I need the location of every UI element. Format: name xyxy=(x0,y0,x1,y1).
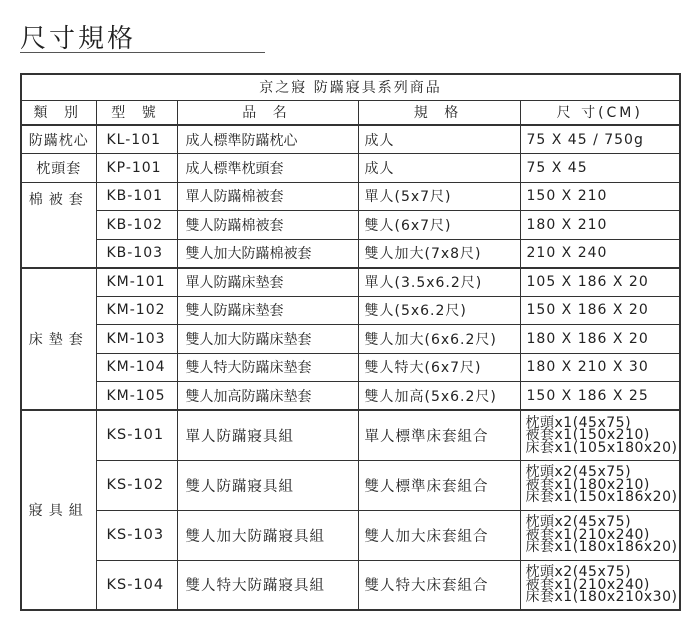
set-contents-cell xyxy=(520,510,680,560)
name-cell: 單人防蹣床墊套 xyxy=(177,268,358,297)
spec-cell: 雙人標準床套組合 xyxy=(358,460,520,510)
spec-cell: 單人(5x7尺) xyxy=(358,182,520,211)
table-row xyxy=(21,382,680,411)
table-caption-row xyxy=(21,74,680,100)
model-cell: KS-103 xyxy=(96,510,177,560)
category-cell: 寢具組 xyxy=(21,410,96,610)
table-row xyxy=(21,268,680,297)
set-line: 枕頭x2(45x75) xyxy=(525,464,632,481)
model-cell: KM-104 xyxy=(96,353,177,382)
spec-cell: 雙人加大(6x6.2尺) xyxy=(358,325,520,354)
header-spec: 規 格 xyxy=(358,100,520,125)
page-title: 尺寸規格 xyxy=(20,24,137,54)
name-cell: 雙人加高防蹣床墊套 xyxy=(177,382,358,411)
name-cell: 雙人加大防蹣寢具組 xyxy=(177,510,358,560)
table-row xyxy=(21,353,680,382)
set-line: 床套x1(180x210x30) xyxy=(525,589,678,605)
model-cell: KB-103 xyxy=(96,239,177,268)
name-cell: 雙人加大防蹣床墊套 xyxy=(177,325,358,354)
category-cell: 床墊套 xyxy=(21,268,96,411)
spec-table xyxy=(20,73,681,611)
size-cell: 75 X 45 xyxy=(520,154,680,183)
size-cell: 75 X 45 / 750g xyxy=(520,125,680,154)
table-caption: 京之寢 防蹣寢具系列商品 xyxy=(21,74,680,100)
spec-cell: 雙人加大床套組合 xyxy=(358,510,520,560)
title-underline xyxy=(20,52,265,53)
size-cell: 105 X 186 X 20 xyxy=(520,268,680,297)
set-line: 床套x1(105x180x20) xyxy=(525,439,678,456)
category-cell: 枕頭套 xyxy=(21,154,96,183)
model-cell: KM-102 xyxy=(96,296,177,325)
header-category: 類 別 xyxy=(21,100,96,125)
name-cell: 雙人防蹣寢具組 xyxy=(177,460,358,510)
name-cell: 雙人特大防蹣床墊套 xyxy=(177,353,358,382)
model-cell: KS-104 xyxy=(96,560,177,610)
table-row xyxy=(21,239,680,268)
model-cell: KM-103 xyxy=(96,325,177,354)
model-cell: KS-102 xyxy=(96,460,177,510)
name-cell: 單人防蹣寢具組 xyxy=(177,410,358,460)
spec-cell: 雙人特大(6x7尺) xyxy=(358,353,520,382)
name-cell: 雙人防蹣床墊套 xyxy=(177,296,358,325)
table-row xyxy=(21,460,680,510)
table-row xyxy=(21,211,680,240)
name-cell: 雙人防蹣棉被套 xyxy=(177,211,358,240)
spec-cell: 雙人(6x7尺) xyxy=(358,211,520,240)
set-line: 被套x1(150x210) xyxy=(525,427,650,443)
set-line: 床套x1(180x186x20) xyxy=(525,539,678,556)
set-line: 枕頭x2(45x75) xyxy=(525,564,632,580)
table-row xyxy=(21,410,680,460)
size-cell: 180 X 210 X 30 xyxy=(520,353,680,382)
model-cell: KB-102 xyxy=(96,211,177,240)
spec-cell: 成人 xyxy=(358,125,520,154)
category-cell: 棉被套 xyxy=(21,182,96,268)
table-header-row xyxy=(21,100,680,125)
table-row xyxy=(21,182,680,211)
model-cell: KB-101 xyxy=(96,182,177,211)
set-contents-cell xyxy=(520,410,680,460)
set-line: 床套x1(150x186x20) xyxy=(525,489,678,506)
set-contents-cell xyxy=(520,560,680,610)
set-contents-cell xyxy=(520,460,680,510)
header-model: 型 號 xyxy=(96,100,177,125)
name-cell: 成人標準防蹣枕心 xyxy=(177,125,358,154)
size-cell: 210 X 240 xyxy=(520,239,680,268)
set-line: 枕頭x1(45x75) xyxy=(525,414,632,431)
spec-cell: 雙人特大床套組合 xyxy=(358,560,520,610)
category-cell: 防蹣枕心 xyxy=(21,125,96,154)
size-cell: 180 X 186 X 20 xyxy=(520,325,680,354)
model-cell: KM-101 xyxy=(96,268,177,297)
set-line: 被套x1(180x210) xyxy=(525,476,650,493)
name-cell: 單人防蹣棉被套 xyxy=(177,182,358,211)
model-cell: KM-105 xyxy=(96,382,177,411)
header-size: 尺 寸(CM) xyxy=(520,100,680,125)
set-line: 被套x1(210x240) xyxy=(525,526,650,543)
table-row xyxy=(21,325,680,354)
model-cell: KS-101 xyxy=(96,410,177,460)
spec-cell: 單人(3.5x6.2尺) xyxy=(358,268,520,297)
size-cell: 150 X 186 X 20 xyxy=(520,296,680,325)
name-cell: 成人標準枕頭套 xyxy=(177,154,358,183)
size-cell: 150 X 186 X 25 xyxy=(520,382,680,411)
table-row xyxy=(21,296,680,325)
set-line: 枕頭x2(45x75) xyxy=(525,514,632,531)
model-cell: KL-101 xyxy=(96,125,177,154)
header-name: 品 名 xyxy=(177,100,358,125)
set-line: 被套x1(210x240) xyxy=(525,576,650,593)
size-cell: 150 X 210 xyxy=(520,182,680,211)
table-row xyxy=(21,125,680,154)
spec-cell: 單人標準床套組合 xyxy=(358,410,520,460)
spec-cell: 成人 xyxy=(358,154,520,183)
model-cell: KP-101 xyxy=(96,154,177,183)
size-cell: 180 X 210 xyxy=(520,211,680,240)
table-row xyxy=(21,560,680,610)
spec-cell: 雙人加高(5x6.2尺) xyxy=(358,382,520,411)
name-cell: 雙人特大防蹣寢具組 xyxy=(177,560,358,610)
spec-cell: 雙人(5x6.2尺) xyxy=(358,296,520,325)
table-row xyxy=(21,154,680,183)
table-row xyxy=(21,510,680,560)
spec-cell: 雙人加大(7x8尺) xyxy=(358,239,520,268)
name-cell: 雙人加大防蹣棉被套 xyxy=(177,239,358,268)
